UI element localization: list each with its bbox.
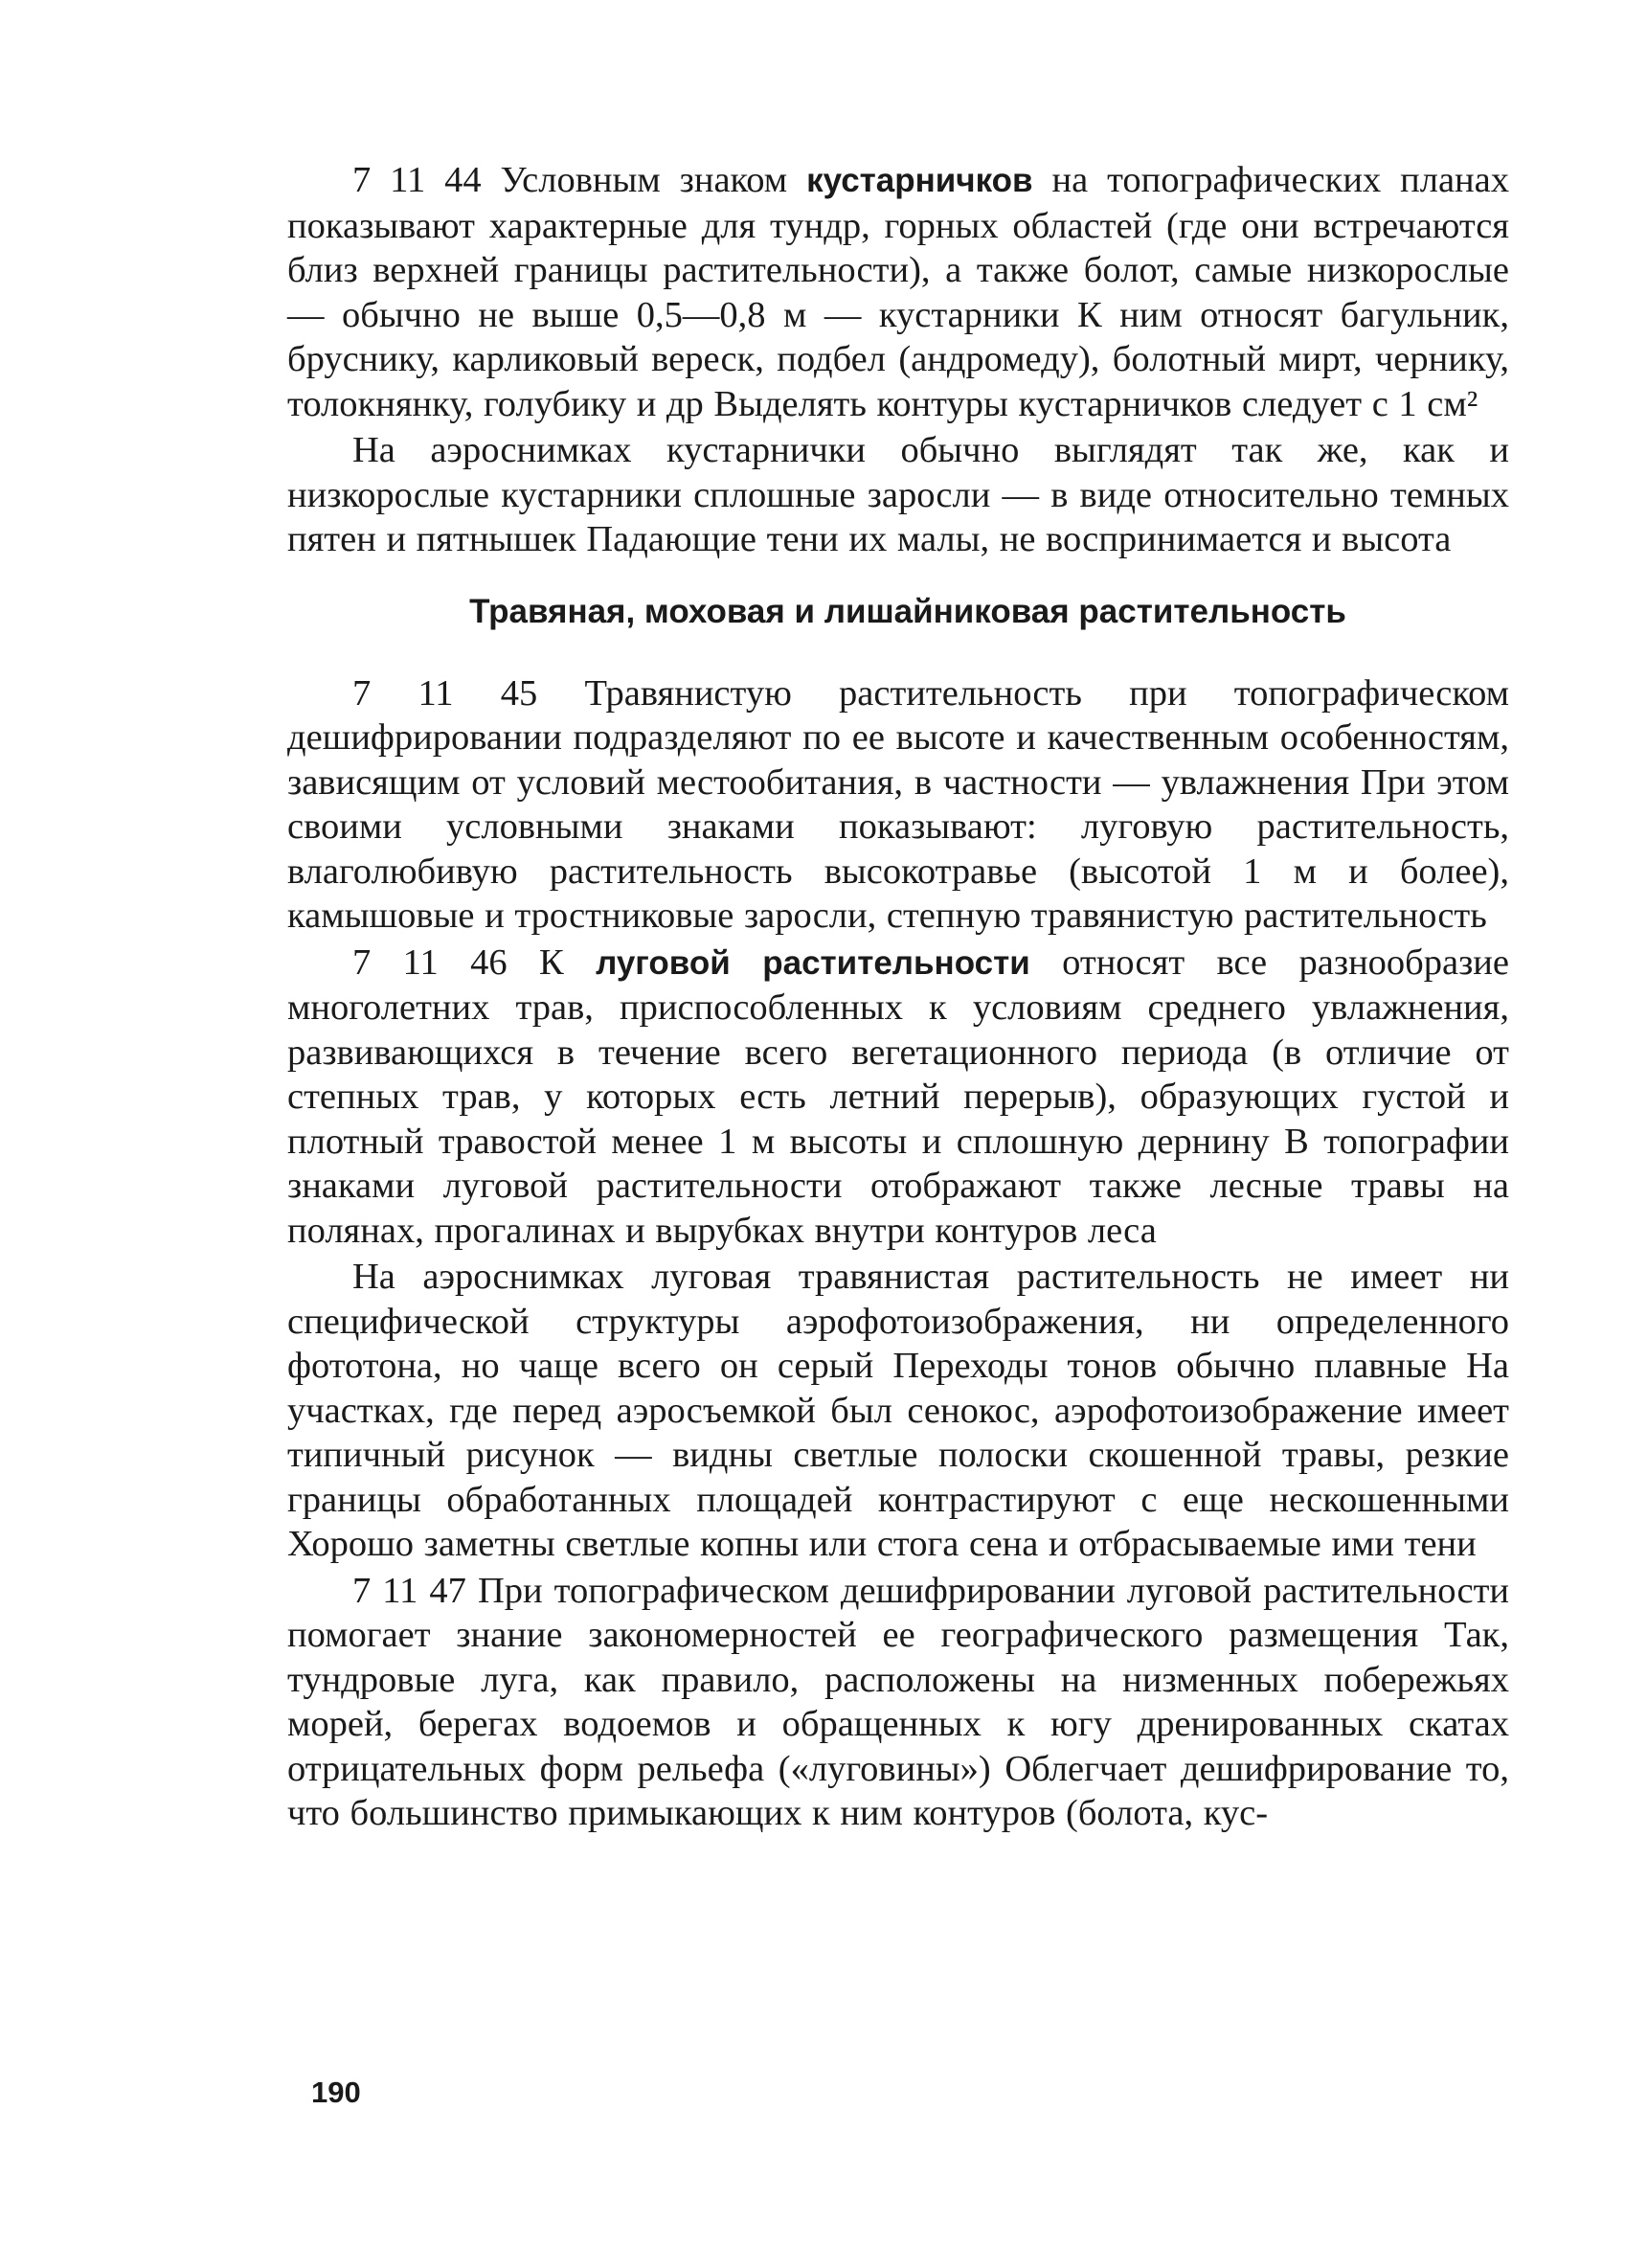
section-heading: Травяная, моховая и лишайниковая растительность	[469, 592, 1346, 630]
paragraph-text-post: на топографических планах показывают характерные для тундр, горных областей (где они встречаются близ верхней границы растительности), а также болот, самые низкорослые — обычно не выше 0,5—0,8 м — кустарники К ним относят багульник, бруснику, карликовый вереск, подбел (андромеду), болотный мирт, чернику, толокнянку, голубику и др Выделять контуры кустарничков следует с 1 см²	[287, 160, 1509, 424]
term-kustarnichki: кустарничков	[806, 162, 1033, 199]
paragraph-text: На аэроснимках кустарнички обычно выглядят так же, как и низкорослые кустарники сплошные заросли — в виде относительно темных пятен и пятнышек Падающие тени их малы, не воспринимается и высота	[287, 430, 1509, 559]
paragraph-text-post: относят все разнообразие многолетних трав, приспособленных к условиям среднего увлажнения, развивающихся в течение всего вегетационного периода (в отличие от степных трав, у которых есть летний перерыв), образующих густой и плотный травостой менее 1 м высоты и сплошную дернину В топографии знаками луговой растительности отображают также лесные травы на полянах, прогалинах и вырубках внутри контуров леса	[287, 941, 1509, 1251]
paragraph-text-pre: 7 11 46 К	[352, 941, 597, 983]
term-meadow-vegetation: луговой растительности	[596, 943, 1030, 982]
paragraph-7-11-45	[287, 671, 1509, 939]
paragraph-text: 7 11 47 При топографическом дешифрировании луговой растительности помогает знание закономерностей ее географического размещения Так, тундровые луга, как правило, расположены на низменных побережьях морей, берегах водоемов и обращенных к югу дренированных скатах отрицательных форм рельефа («луговины») Облегчает дешифрирование то, что большинство примыкающих к ним контуров (болота, кус-	[287, 1570, 1509, 1833]
page-number: 190	[311, 2075, 361, 2109]
page-body	[287, 158, 1509, 1836]
paragraph-aerial-meadows	[287, 1255, 1509, 1567]
paragraph-7-11-44	[287, 158, 1509, 426]
paragraph-7-11-47	[287, 1569, 1509, 1836]
paragraph-text: На аэроснимках луговая травянистая растительность не имеет ни специфической структуры аэрофотоизображения, ни определенного фототона, но чаще всего он серый Переходы тонов обычно плавные На участках, где перед аэросъемкой был сенокос, аэрофотоизображение имеет типичный рисунок — видны светлые полоски скошенной травы, резкие границы обработанных площадей контрастируют с еще нескошенными Хорошо заметны светлые копны или стога сена и отбрасываемые ими тени	[287, 1257, 1509, 1564]
paragraph-7-11-46	[287, 941, 1509, 1254]
paragraph-text: 7 11 45 Травянистую растительность при топографическом дешифрировании подразделяют по ее высоте и качественным особенностям, зависящим от условий местообитания, в частности — увлажнения При этом своими условными знаками показывают: луговую растительность, влаголюбивую растительность высокотравье (высотой 1 м и более), камышовые и тростниковые заросли, степную травянистую растительность	[287, 672, 1509, 936]
paragraph-aerial-shrubs	[287, 428, 1509, 562]
paragraph-text-pre: 7 11 44 Условным знаком	[352, 160, 807, 200]
